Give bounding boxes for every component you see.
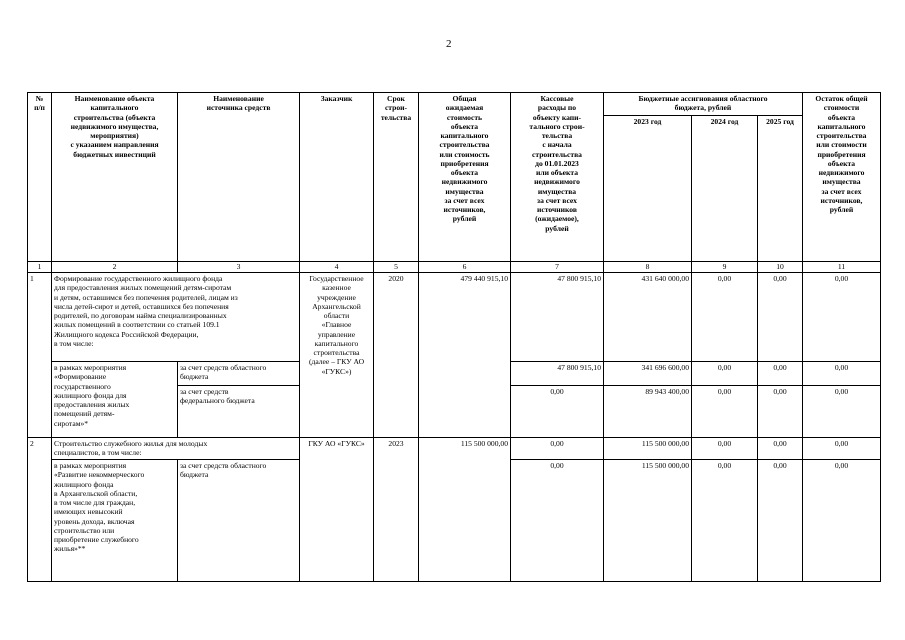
header-no: № п/п — [28, 93, 52, 262]
row1-cash: 47 800 915,10 — [511, 273, 604, 362]
budget-table — [27, 92, 881, 582]
column-numbers-row — [28, 262, 881, 273]
row2-name: Строительство служебного жилья для молодых специалистов, в том числе: — [52, 438, 300, 460]
col-num: 11 — [803, 262, 881, 273]
row1-sub1-2025: 0,00 — [758, 362, 803, 386]
row2-sub-2023: 115 500 000,00 — [604, 460, 692, 582]
header-total-cost: Общая ожидаемая стоимость объекта капитального строительства или стоимость приобретения объекта недвижимого имущества за счет всех источников, рублей — [419, 93, 511, 262]
header-allocations: Бюджетные ассигнования областного бюджета, рублей — [604, 93, 803, 116]
row2-total: 115 500 000,00 — [419, 438, 511, 460]
row2-remainder: 0,00 — [803, 438, 881, 460]
row2-sub-cash: 0,00 — [511, 460, 604, 582]
col-num: 7 — [511, 262, 604, 273]
col-num: 9 — [692, 262, 758, 273]
header-row — [28, 93, 881, 116]
col-num: 4 — [300, 262, 374, 273]
row2-source-regional: за счет средств областного бюджета — [178, 460, 300, 582]
header-cash: Кассовые расходы по объекту капи- тального строи- тельства с начала строительства до 01.01.2023 или объекта недвижимого имущества за счет всех источников (ожидаемое), рублей — [511, 93, 604, 262]
row2-sub-remainder: 0,00 — [803, 460, 881, 582]
table-row — [28, 438, 881, 460]
page-number: 2 — [446, 38, 452, 50]
col-num: 10 — [758, 262, 803, 273]
row2-term: 2023 — [374, 438, 419, 460]
row1-sub2-remainder: 0,00 — [803, 386, 881, 438]
row1-remainder: 0,00 — [803, 273, 881, 362]
row2-term-cont — [374, 460, 419, 582]
row1-2025: 0,00 — [758, 273, 803, 362]
header-remainder: Остаток общей стоимости объекта капитального строительства или стоимости приобретения объекта недвижимого имущества за счет всех источников, рублей — [803, 93, 881, 262]
row2-customer-cont — [300, 460, 374, 582]
row1-sub2-2024: 0,00 — [692, 386, 758, 438]
row1-no: 1 — [28, 273, 52, 438]
col-num: 8 — [604, 262, 692, 273]
header-customer: Заказчик — [300, 93, 374, 262]
row2-total-cont — [419, 460, 511, 582]
row1-source-regional: за счет средств областного бюджета — [178, 362, 300, 386]
table-row — [28, 273, 881, 362]
header-year-2023: 2023 год — [604, 116, 692, 262]
row2-sub-2024: 0,00 — [692, 460, 758, 582]
row2-subitem-name: в рамках мероприятия «Развитие некоммерческого жилищного фонда в Архангельской области, в том числе для граждан, имеющих невысокий уровень дохода, включая строительство или приобретение служебного жилья»** — [52, 460, 178, 582]
row1-2023: 431 640 000,00 — [604, 273, 692, 362]
row2-cash: 0,00 — [511, 438, 604, 460]
row1-total: 479 440 915,10 — [419, 273, 511, 438]
row1-name: Формирование государственного жилищного фонда для предоставления жилых помещений детям-сиротам и детям, оставшимся без попечения родителей, лицам из числа детей-сирот и детей, оставшихся без попечения родителей, по договорам найма специализированных жилых помещений в соответствии со статьей 109.1 Жилищного кодекса Российской Федерации, в том числе: — [52, 273, 300, 362]
header-source: Наименование источника средств — [178, 93, 300, 262]
col-num: 5 — [374, 262, 419, 273]
row1-subitem-name: в рамках мероприятия «Формирование государственного жилищного фонда для предоставления жилых помещений детям- сиротам»* — [52, 362, 178, 438]
row1-sub2-2023: 89 943 400,00 — [604, 386, 692, 438]
row2-2025: 0,00 — [758, 438, 803, 460]
table-row — [28, 460, 881, 582]
col-num: 1 — [28, 262, 52, 273]
row1-sub2-2025: 0,00 — [758, 386, 803, 438]
row2-no: 2 — [28, 438, 52, 582]
row2-sub-2025: 0,00 — [758, 460, 803, 582]
row1-sub1-remainder: 0,00 — [803, 362, 881, 386]
col-num: 2 — [52, 262, 178, 273]
header-object: Наименование объекта капитального строительства (объекта недвижимого имущества, мероприятия) с указанием направления бюджетных инвестиций — [52, 93, 178, 262]
header-year-2024: 2024 год — [692, 116, 758, 262]
row1-sub2-cash: 0,00 — [511, 386, 604, 438]
header-term: Срок строи- тельства — [374, 93, 419, 262]
row1-term: 2020 — [374, 273, 419, 438]
row2-customer: ГКУ АО «ГУКС» — [300, 438, 374, 460]
row1-sub1-2023: 341 696 600,00 — [604, 362, 692, 386]
row2-2024: 0,00 — [692, 438, 758, 460]
row1-2024: 0,00 — [692, 273, 758, 362]
col-num: 6 — [419, 262, 511, 273]
row2-2023: 115 500 000,00 — [604, 438, 692, 460]
row1-sub1-2024: 0,00 — [692, 362, 758, 386]
row1-customer: Государственное казенное учреждение Архангельской области «Главное управление капитального строительства (далее – ГКУ АО «ГУКС») — [300, 273, 374, 438]
row1-source-federal: за счет средств федерального бюджета — [178, 386, 300, 438]
row1-sub1-cash: 47 800 915,10 — [511, 362, 604, 386]
header-year-2025: 2025 год — [758, 116, 803, 262]
col-num: 3 — [178, 262, 300, 273]
